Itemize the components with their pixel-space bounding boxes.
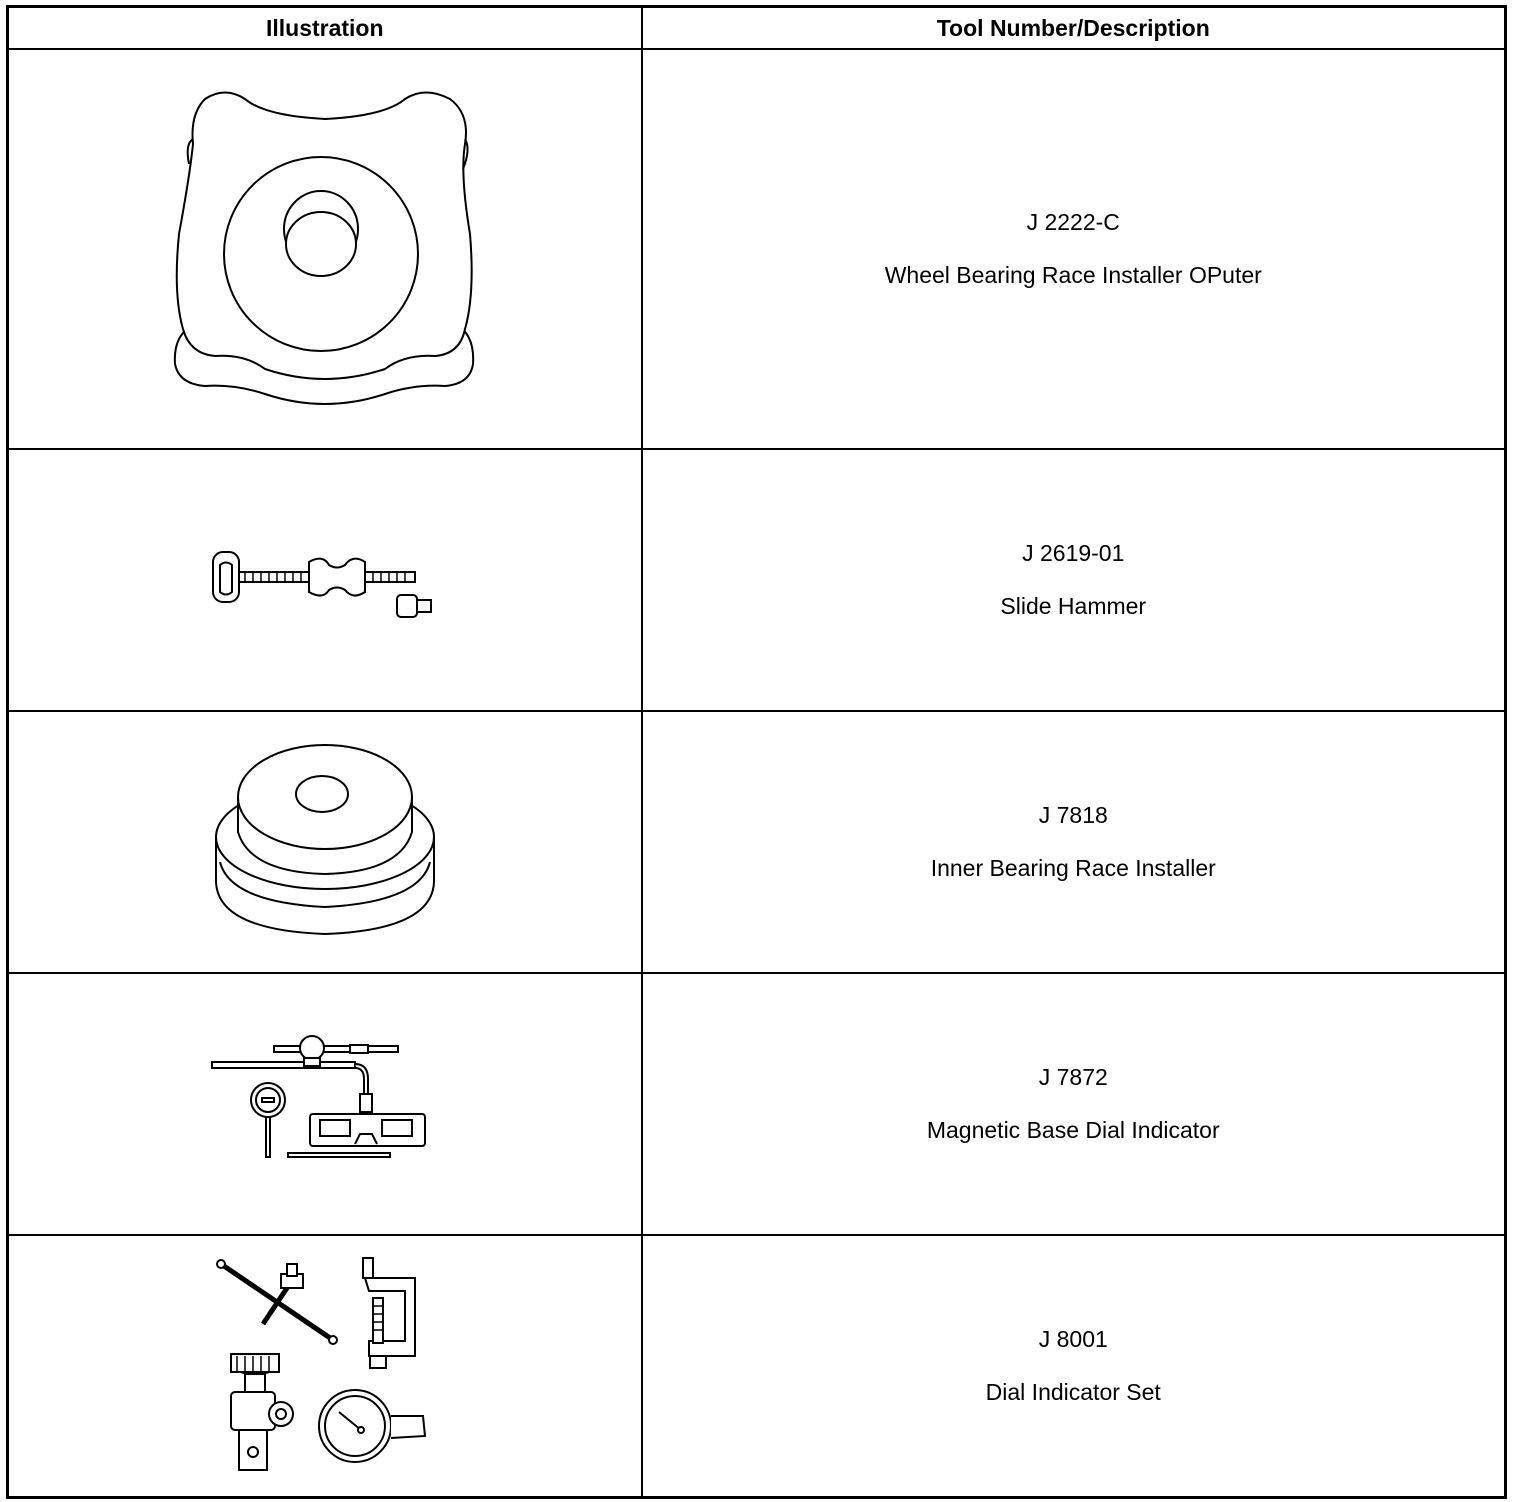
table-row [8, 49, 1506, 449]
illustration-cell [8, 449, 642, 711]
description-cell [642, 973, 1506, 1235]
description-cell [642, 711, 1506, 973]
tool-number: J 2222-C [1026, 209, 1120, 235]
table-row [8, 711, 1506, 973]
illustration-cell [8, 711, 642, 973]
header-description: Tool Number/Description [642, 7, 1506, 50]
inner-race-installer-icon [210, 742, 440, 942]
tool-name: Wheel Bearing Race Installer OPuter [884, 262, 1262, 288]
header-row [8, 7, 1506, 50]
tool-name: Dial Indicator Set [985, 1378, 1161, 1405]
magnetic-base-dial-indicator-icon [210, 1034, 440, 1174]
illustration-cell [8, 49, 642, 449]
tool-number: J 2619-01 [1022, 540, 1125, 566]
tool-number: J 7818 [1038, 802, 1108, 828]
description-cell [642, 49, 1506, 449]
description-cell [642, 1235, 1506, 1497]
tool-number: J 8001 [1038, 1325, 1108, 1352]
tool-name: Inner Bearing Race Installer [930, 855, 1216, 881]
header-illustration: Illustration [8, 7, 642, 50]
slide-hammer-icon [205, 540, 445, 620]
race-installer-outer-icon [165, 84, 485, 414]
table-row [8, 449, 1506, 711]
description-cell [642, 449, 1506, 711]
tool-name: Magnetic Base Dial Indicator [926, 1117, 1220, 1143]
illustration-cell [8, 973, 642, 1235]
special-tools-table [6, 5, 1507, 1499]
table-row [8, 973, 1506, 1235]
table-row [8, 1235, 1506, 1497]
dial-indicator-set-icon [215, 1256, 435, 1476]
tool-name: Slide Hammer [1000, 593, 1147, 619]
illustration-cell [8, 1235, 642, 1497]
tool-number: J 7872 [1038, 1064, 1108, 1090]
